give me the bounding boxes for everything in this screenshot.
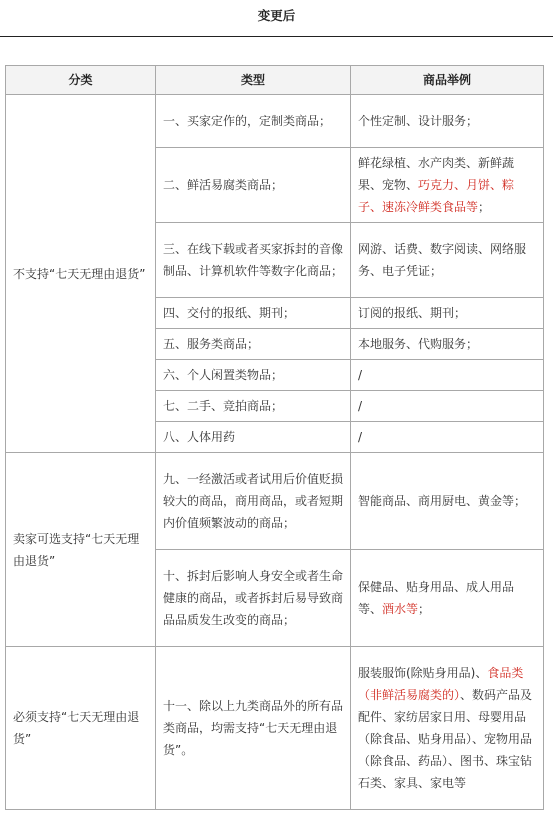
example-text: 鲜花绿植、水产肉类、新鲜蔬果、宠物、: [358, 156, 515, 192]
table-row: [6, 95, 544, 148]
highlighted-example-text: 食品类（非鲜活易腐类的）: [358, 666, 524, 702]
type-cell: 一、买家定作的，定制类商品；: [156, 95, 351, 148]
header-category: 分类: [6, 66, 156, 95]
example-text: ；: [478, 200, 491, 214]
example-text: 网游、话费、数字阅读、网络服务、电子凭证；: [358, 242, 527, 278]
type-cell: 六、个人闲置类物品；: [156, 360, 351, 391]
category-cell: 必须支持“七天无理由退货”: [6, 647, 156, 810]
title-divider: [0, 36, 553, 37]
type-cell: 二、鲜活易腐类商品；: [156, 148, 351, 223]
examples-cell: [351, 550, 544, 647]
example-text: 服装服饰(除贴身用品)、: [358, 666, 488, 680]
examples-cell: [351, 95, 544, 148]
header-type: 类型: [156, 66, 351, 95]
examples-cell: [351, 329, 544, 360]
examples-cell: [351, 223, 544, 298]
examples-cell: [351, 391, 544, 422]
example-text: /: [358, 368, 363, 382]
example-text: 本地服务、代购服务；: [358, 337, 479, 351]
examples-cell: [351, 422, 544, 453]
return-policy-table: [5, 65, 544, 810]
examples-cell: [351, 453, 544, 550]
header-examples: 商品举例: [351, 66, 544, 95]
page-title: 变更后: [257, 8, 296, 23]
highlighted-example-text: 酒水等: [382, 602, 419, 616]
example-text: 、数码产品及配件、家纺居家日用、母婴用品（除食品、贴身用品）、宠物用品（除食品、药品）、图书、珠宝钻石类、家具、家电等: [358, 688, 533, 790]
type-cell: 四、交付的报纸、期刊；: [156, 298, 351, 329]
category-cell: 不支持“七天无理由退货”: [6, 95, 156, 453]
type-cell: 五、服务类商品；: [156, 329, 351, 360]
type-cell: 三、在线下载或者买家拆封的音像制品、计算机软件等数字化商品；: [156, 223, 351, 298]
table-header-row: [6, 66, 544, 95]
type-cell: 八、人体用药: [156, 422, 351, 453]
highlighted-example-text: 巧克力、月饼、粽子、速冻冷鲜类食品等: [358, 178, 515, 214]
type-cell: 九、一经激活或者试用后价值贬损较大的商品，商用商品，或者短期内价值频繁波动的商品；: [156, 453, 351, 550]
type-cell: 七、二手、竞拍商品；: [156, 391, 351, 422]
example-text: ；: [418, 602, 431, 616]
example-text: 保健品、贴身用品、成人用品等、: [358, 580, 515, 616]
type-cell: 十一、除以上九类商品外的所有品类商品，均需支持“七天无理由退货”。: [156, 647, 351, 810]
table-row: [6, 647, 544, 810]
example-text: /: [358, 430, 363, 444]
type-cell: 十、拆封后影响人身安全或者生命健康的商品，或者拆封后易导致商品品质发生改变的商品；: [156, 550, 351, 647]
examples-cell: [351, 148, 544, 223]
example-text: 订阅的报纸、期刊；: [358, 306, 467, 320]
example-text: 个性定制、设计服务；: [358, 114, 479, 128]
table-row: [6, 453, 544, 550]
examples-cell: [351, 360, 544, 391]
example-text: /: [358, 399, 363, 413]
examples-cell: [351, 298, 544, 329]
examples-cell: [351, 647, 544, 810]
example-text: 智能商品、商用厨电、黄金等；: [358, 494, 527, 508]
category-cell: 卖家可选支持“七天无理由退货”: [6, 453, 156, 647]
